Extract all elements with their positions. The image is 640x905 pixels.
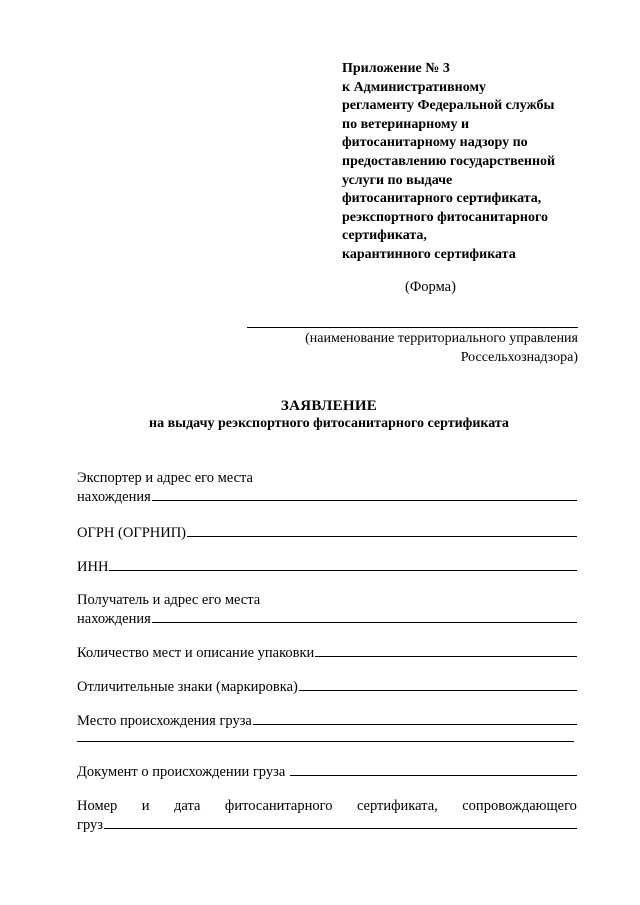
packages-label: Количество мест и описание упаковки (77, 645, 315, 661)
recipient-label-line2: нахождения (77, 611, 151, 627)
certificate-word: сопровождающего (462, 798, 577, 814)
inn-label: ИНН (77, 559, 109, 575)
packages-field (77, 643, 577, 662)
certificate-input-line[interactable] (104, 815, 577, 829)
marking-input-line[interactable] (299, 677, 577, 691)
certificate-label-line2: груз (77, 817, 103, 833)
certificate-word: дата (174, 798, 201, 814)
marking-field (77, 677, 577, 696)
recipient-field (77, 591, 577, 628)
origin-place-extra-line[interactable] (77, 741, 574, 742)
exporter-label-line2: нахождения (77, 489, 151, 505)
appendix-line: предоставлению государственной (342, 153, 556, 169)
origin-document-input-line[interactable] (290, 762, 577, 776)
exporter-label-line1: Экспортер и адрес его места (77, 470, 253, 486)
ogrn-label: ОГРН (ОГРНИП) (77, 525, 187, 541)
appendix-line: Приложение № 3 (342, 61, 450, 76)
origin-document-label: Документ о происхождении груза (77, 764, 286, 780)
inn-field (77, 557, 577, 576)
appendix-line: услуги по выдаче (342, 172, 453, 188)
appendix-line: сертификата, (342, 228, 427, 244)
appendix-line: регламенту Федеральной службы (342, 98, 555, 114)
ogrn-field (77, 523, 577, 542)
exporter-field (77, 469, 577, 506)
certificate-field (77, 797, 577, 834)
appendix-line: по ветеринарному и (342, 116, 470, 132)
recipient-label-line1: Получатель и адрес его места (77, 592, 261, 608)
authority-caption-line1: (наименование территориального управления (305, 331, 578, 346)
packages-input-line[interactable] (315, 643, 577, 657)
inn-input-line[interactable] (109, 557, 577, 571)
origin-document-field (77, 762, 577, 781)
appendix-line: к Административному (342, 79, 487, 95)
document-subtitle: на выдачу реэкспортного фитосанитарного сертификата (149, 416, 509, 431)
ogrn-input-line[interactable] (187, 523, 577, 537)
appendix-line: фитосанитарному надзору по (342, 135, 528, 151)
appendix-header (342, 60, 592, 265)
origin-place-input-line[interactable] (253, 711, 577, 725)
authority-caption (247, 330, 578, 367)
marking-label: Отличительные знаки (маркировка) (77, 679, 298, 695)
origin-place-field (77, 711, 577, 730)
certificate-word: фитосанитарного (224, 798, 333, 814)
recipient-input-line[interactable] (152, 609, 577, 623)
certificate-word: и (141, 798, 150, 814)
authority-name-line[interactable] (247, 327, 578, 328)
document-title: ЗАЯВЛЕНИЕ (280, 398, 378, 414)
authority-caption-line2: Россельхознадзора) (460, 349, 578, 365)
certificate-label-line1 (77, 797, 577, 815)
appendix-line: фитосанитарного сертификата, (342, 191, 542, 207)
appendix-line: реэкспортного фитосанитарного (342, 209, 548, 225)
exporter-input-line[interactable] (152, 487, 577, 501)
appendix-line: карантинного сертификата (342, 246, 516, 262)
origin-place-label: Место происхождения груза (77, 713, 252, 729)
form-label: (Форма) (405, 279, 456, 295)
certificate-word: Номер (77, 798, 118, 814)
certificate-word: сертификата, (356, 798, 438, 814)
